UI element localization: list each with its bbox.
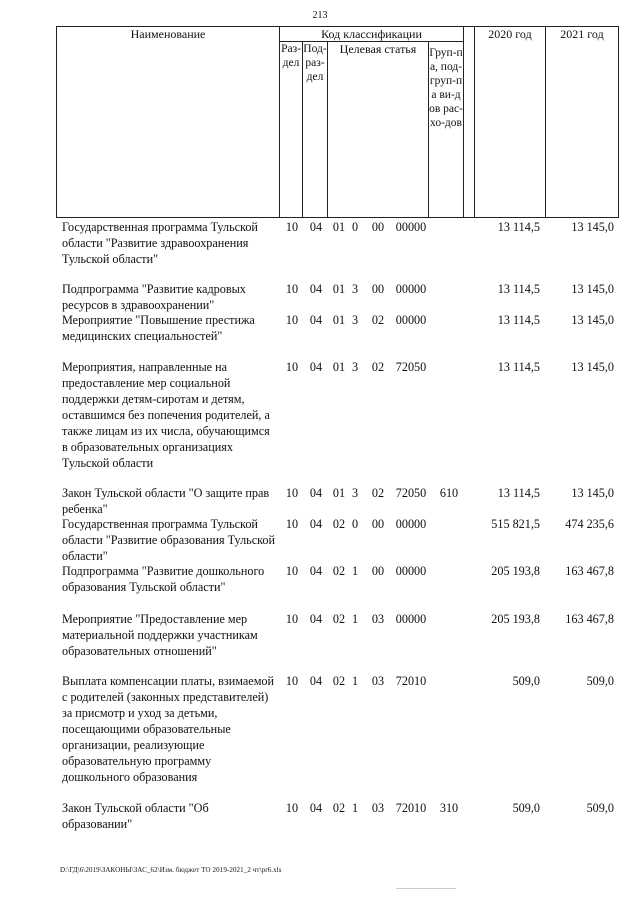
row-podrazdel: 04: [309, 674, 323, 688]
row-value-2021: 13 145,0: [571, 282, 614, 296]
row-target-2: 0: [351, 220, 359, 234]
row-target-3: 03: [371, 612, 385, 626]
row-target-1: 01: [332, 360, 346, 374]
table-header: [56, 26, 619, 218]
header-name: [57, 27, 280, 218]
row-name: Мероприятие "Повышение престижа медицинских специальностей": [62, 313, 255, 343]
row-razdel: 10: [285, 564, 299, 578]
header-name-label: Наименование: [130, 27, 206, 41]
row-podrazdel: 04: [309, 282, 323, 296]
row-value-2020: 509,0: [512, 674, 540, 688]
row-value-2021: 474 235,6: [565, 517, 614, 531]
row-value-2021: 13 145,0: [571, 360, 614, 374]
row-target-1: 02: [332, 612, 346, 626]
row-target-4: 72050: [395, 486, 427, 500]
row-podrazdel: 04: [309, 220, 323, 234]
row-razdel: 10: [285, 486, 299, 500]
row-name: Закон Тульской области "Об образовании": [62, 801, 209, 831]
row-razdel: 10: [285, 801, 299, 815]
row-value-2021: 13 145,0: [571, 220, 614, 234]
row-podrazdel: 04: [309, 564, 323, 578]
row-group: 310: [439, 801, 459, 815]
row-target-2: 3: [351, 486, 359, 500]
row-value-2021: 509,0: [586, 674, 614, 688]
row-target-1: 01: [332, 313, 346, 327]
row-target-1: 02: [332, 674, 346, 688]
row-value-2020: 205 193,8: [491, 612, 540, 626]
row-target-1: 01: [332, 220, 346, 234]
row-target-3: 02: [371, 313, 385, 327]
row-value-2021: 163 467,8: [565, 612, 614, 626]
row-razdel: 10: [285, 517, 299, 531]
row-razdel: 10: [285, 313, 299, 327]
row-name: Мероприятие "Предоставление мер материальной поддержки участникам образовательных отношений": [62, 612, 258, 658]
row-target-4: 72010: [395, 801, 427, 815]
header-group-label: Груп-па, под-груп-па ви-дов рас-хо-дов: [429, 47, 463, 129]
row-name: Государственная программа Тульской области "Развитие здравоохранения Тульской области": [62, 220, 258, 266]
row-target-2: 0: [351, 517, 359, 531]
row-value-2020: 205 193,8: [491, 564, 540, 578]
header-2020-label: 2020 год: [488, 27, 532, 41]
row-target-4: 00000: [395, 282, 427, 296]
row-razdel: 10: [285, 360, 299, 374]
row-target-1: 02: [332, 564, 346, 578]
row-name: Подпрограмма "Развитие дошкольного образования Тульской области": [62, 564, 265, 594]
row-target-3: 03: [371, 801, 385, 815]
row-name: Закон Тульской области "О защите прав ребенка": [62, 486, 270, 516]
row-razdel: 10: [285, 612, 299, 626]
header-group: [429, 42, 464, 218]
header-podrazdel: [303, 42, 328, 218]
row-podrazdel: 04: [309, 801, 323, 815]
row-target-1: 02: [332, 517, 346, 531]
file-path-footer: D:\ГД\6\2019\ЗАКОНЫ\ЗАС_62\Изм. бюджет ТО 2019-2021_2 чт\pr6.xls: [60, 866, 282, 874]
row-razdel: 10: [285, 282, 299, 296]
row-target-2: 3: [351, 360, 359, 374]
header-2021-label: 2021 год: [560, 27, 604, 41]
row-value-2020: 13 114,5: [497, 360, 540, 374]
row-value-2020: 13 114,5: [497, 486, 540, 500]
header-podrazdel-label: Под-раз-дел: [303, 43, 327, 83]
row-name: Выплата компенсации платы, взимаемой с родителей (законных представителей) за присмотр и уход за детьми, посещающими образовательные организации, реализующие образовательную программу дошкольного образования: [62, 674, 275, 784]
row-value-2020: 13 114,5: [497, 313, 540, 327]
row-value-2021: 509,0: [586, 801, 614, 815]
row-podrazdel: 04: [309, 612, 323, 626]
page-number: 213: [312, 10, 328, 21]
row-razdel: 10: [285, 220, 299, 234]
row-group: 610: [439, 486, 459, 500]
row-podrazdel: 04: [309, 360, 323, 374]
row-value-2021: 163 467,8: [565, 564, 614, 578]
row-name: Подпрограмма "Развитие кадровых ресурсов в здравоохранении": [62, 282, 246, 312]
header-code: [280, 27, 464, 42]
row-target-4: 72010: [395, 674, 427, 688]
header-target-label: Целевая статья: [339, 42, 417, 56]
row-target-2: 1: [351, 612, 359, 626]
row-value-2020: 13 114,5: [497, 282, 540, 296]
row-target-2: 1: [351, 801, 359, 815]
row-target-4: 00000: [395, 313, 427, 327]
row-target-3: 02: [371, 360, 385, 374]
row-name: Мероприятия, направленные на предоставление мер социальной поддержки детям-сиротам и детям, оставшимся без попечения родителей, а также лицам из их числа, обучающимся в образовательных организациях Тульской области: [62, 360, 270, 470]
row-target-2: 1: [351, 564, 359, 578]
header-target: [328, 42, 429, 218]
row-target-3: 00: [371, 282, 385, 296]
row-razdel: 10: [285, 674, 299, 688]
row-target-4: 00000: [395, 612, 427, 626]
row-target-1: 01: [332, 486, 346, 500]
row-target-3: 00: [371, 220, 385, 234]
row-target-2: 1: [351, 674, 359, 688]
header-razdel: [280, 42, 303, 218]
row-value-2020: 509,0: [512, 801, 540, 815]
row-target-2: 3: [351, 282, 359, 296]
header-2020: [475, 27, 546, 218]
row-target-4: 00000: [395, 517, 427, 531]
row-target-3: 03: [371, 674, 385, 688]
row-value-2021: 13 145,0: [571, 313, 614, 327]
row-target-3: 00: [371, 564, 385, 578]
row-target-3: 02: [371, 486, 385, 500]
row-podrazdel: 04: [309, 517, 323, 531]
row-value-2020: 13 114,5: [497, 220, 540, 234]
row-value-2021: 13 145,0: [571, 486, 614, 500]
row-target-4: 00000: [395, 220, 427, 234]
row-target-4: 72050: [395, 360, 427, 374]
row-value-2020: 515 821,5: [491, 517, 540, 531]
header-code-label: Код классификации: [321, 27, 422, 41]
row-podrazdel: 04: [309, 486, 323, 500]
header-spacer: [464, 27, 475, 218]
header-2021: [546, 27, 619, 218]
row-target-3: 00: [371, 517, 385, 531]
divider: [396, 888, 456, 889]
row-target-1: 02: [332, 801, 346, 815]
header-razdel-label: Раз-дел: [281, 43, 301, 69]
row-target-2: 3: [351, 313, 359, 327]
row-podrazdel: 04: [309, 313, 323, 327]
row-target-4: 00000: [395, 564, 427, 578]
row-name: Государственная программа Тульской области "Развитие образования Тульской области": [62, 517, 276, 563]
row-target-1: 01: [332, 282, 346, 296]
